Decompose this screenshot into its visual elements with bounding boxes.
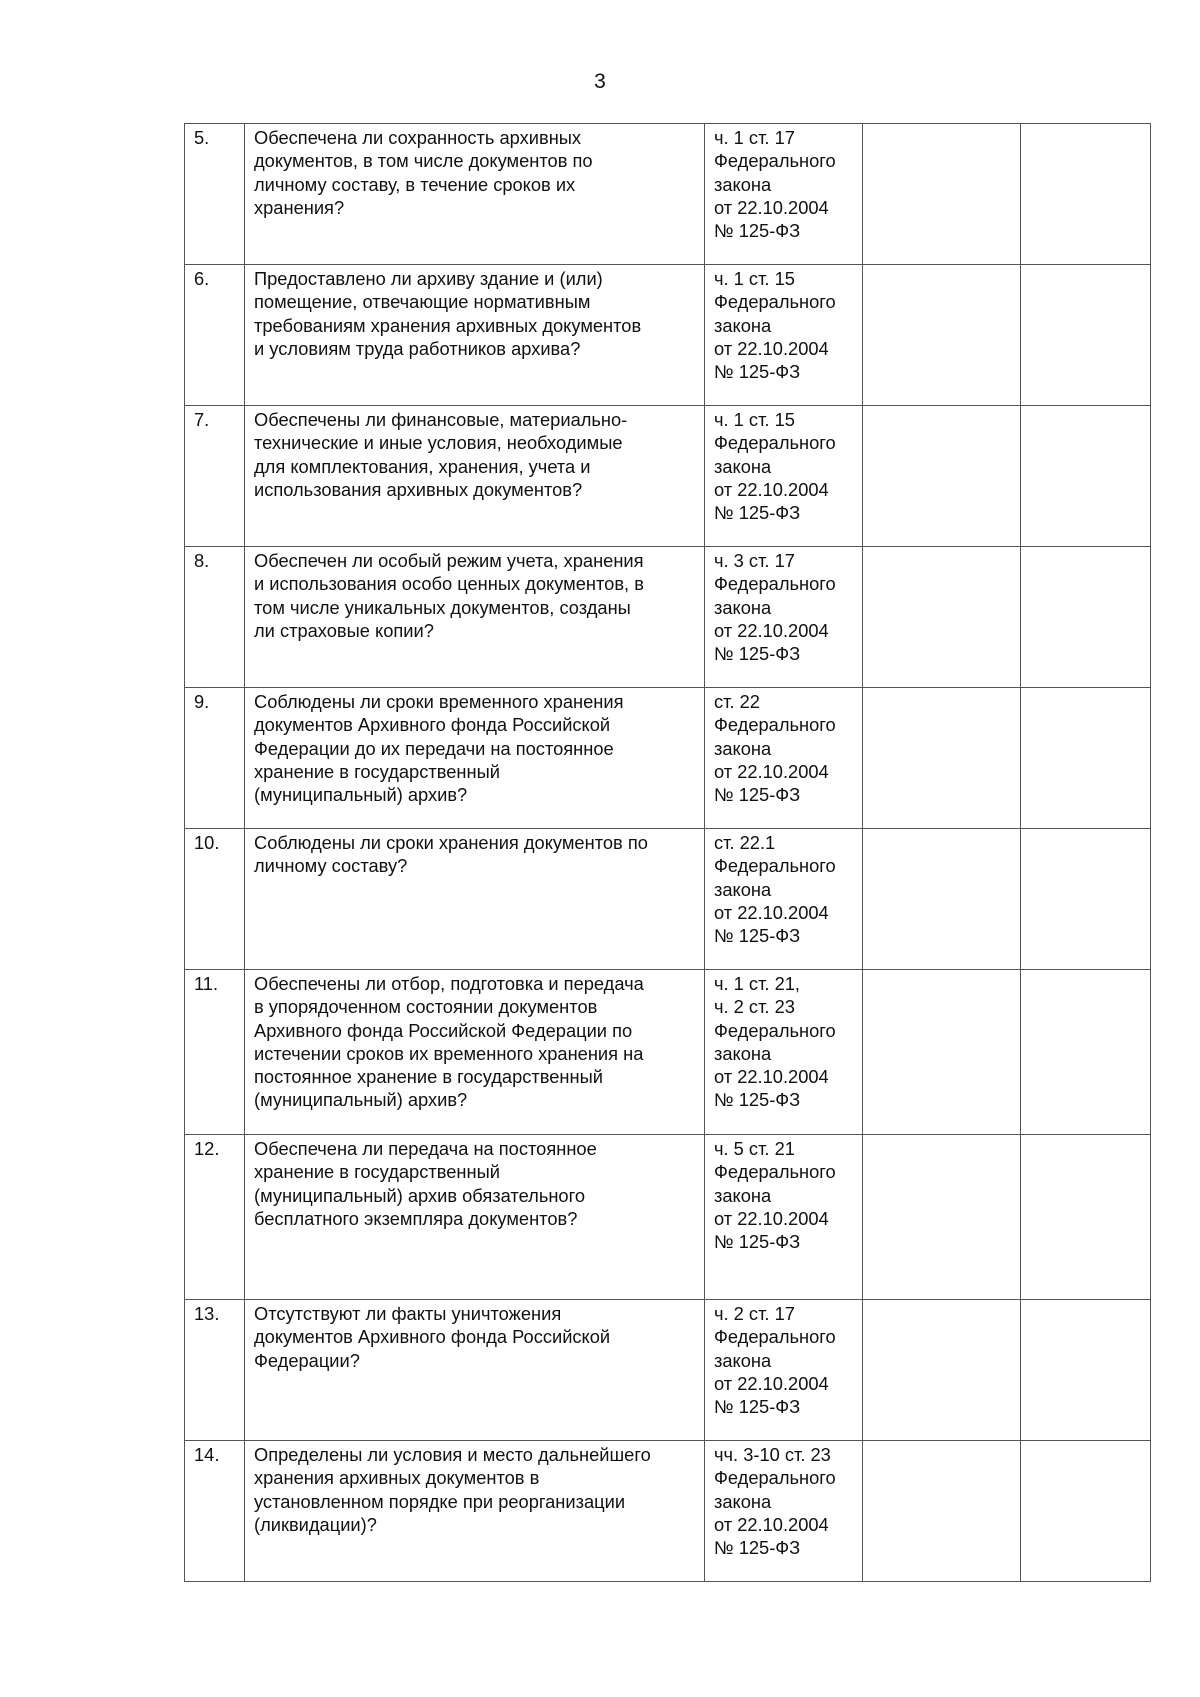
question-line: истечении сроков их временного хранения на [254, 1042, 644, 1064]
question-line: документов, в том числе документов по [254, 150, 593, 172]
legal-reference-line: от 22.10.2004 [714, 1207, 829, 1229]
legal-reference-line: Федерального [714, 291, 836, 313]
legal-reference-line: от 22.10.2004 [714, 1372, 829, 1394]
question-line: Обеспечен ли особый режим учета, хранения [254, 550, 644, 571]
legal-reference-line: ч. 1 ст. 15 [714, 268, 795, 289]
question-line: Обеспечены ли отбор, подготовка и передача [254, 973, 644, 994]
question-cell [245, 265, 705, 406]
legal-reference-line: от 22.10.2004 [714, 1513, 829, 1535]
question-line: и использования особо ценных документов, в [254, 573, 644, 595]
legal-reference-line: от 22.10.2004 [714, 337, 829, 359]
legal-reference-line: № 125-ФЗ [714, 220, 801, 242]
legal-reference-cell [705, 829, 863, 970]
note-cell [1021, 1300, 1151, 1441]
legal-reference-line: № 125-ФЗ [714, 1396, 801, 1418]
legal-reference-cell [705, 406, 863, 547]
question-line: хранения? [254, 196, 345, 218]
question-line: Обеспечена ли сохранность архивных [254, 127, 582, 148]
legal-reference-line: № 125-ФЗ [714, 1231, 801, 1253]
legal-reference-line: Федерального [714, 855, 836, 877]
question-line: документов Архивного фонда Российской [254, 714, 611, 736]
question-cell [245, 406, 705, 547]
legal-reference-line: № 125-ФЗ [714, 1537, 801, 1559]
legal-reference-line: от 22.10.2004 [714, 619, 829, 641]
legal-reference-line: Федерального [714, 714, 836, 736]
question-line: Отсутствуют ли факты уничтожения [254, 1303, 562, 1324]
question-line: Обеспечена ли передача на постоянное [254, 1138, 597, 1159]
question-line: для комплектования, хранения, учета и [254, 455, 591, 477]
answer-cell [863, 829, 1021, 970]
legal-reference-line: чч. 3-10 ст. 23 [714, 1444, 831, 1465]
legal-reference-line: ч. 5 ст. 21 [714, 1138, 795, 1159]
legal-reference-line: № 125-ФЗ [714, 643, 801, 665]
row-number: 9. [185, 688, 245, 829]
row-number: 13. [185, 1300, 245, 1441]
legal-reference-line: Федерального [714, 573, 836, 595]
note-cell [1021, 1135, 1151, 1300]
legal-reference-line: Федерального [714, 1467, 836, 1489]
legal-reference-line: № 125-ФЗ [714, 1089, 801, 1111]
question-cell [245, 1300, 705, 1441]
row-number: 7. [185, 406, 245, 547]
question-line: использования архивных документов? [254, 478, 583, 500]
note-cell [1021, 970, 1151, 1135]
answer-cell [863, 406, 1021, 547]
legal-reference-line: закона [714, 596, 772, 618]
table-row [185, 265, 1151, 406]
legal-reference-line: Федерального [714, 1161, 836, 1183]
answer-cell [863, 1441, 1021, 1582]
legal-reference-line: от 22.10.2004 [714, 760, 829, 782]
table-row [185, 406, 1151, 547]
legal-reference-line: ч. 3 ст. 17 [714, 550, 795, 571]
legal-reference-line: ч. 2 ст. 23 [714, 996, 795, 1018]
answer-cell [863, 265, 1021, 406]
question-line: в упорядоченном состоянии документов [254, 996, 598, 1018]
question-line: и условиям труда работников архива? [254, 337, 581, 359]
legal-reference-line: закона [714, 1042, 772, 1064]
legal-reference-line: закона [714, 173, 772, 195]
question-line: бесплатного экземпляра документов? [254, 1207, 578, 1229]
question-line: Федерации до их передачи на постоянное [254, 737, 614, 759]
legal-reference-line: ст. 22.1 [714, 832, 776, 853]
answer-cell [863, 970, 1021, 1135]
legal-reference-line: ст. 22 [714, 691, 760, 712]
question-line: (муниципальный) архив? [254, 1089, 468, 1111]
legal-reference-line: закона [714, 1490, 772, 1512]
question-line: технические и иные условия, необходимые [254, 432, 623, 454]
question-cell [245, 124, 705, 265]
page-number: 3 [594, 70, 606, 93]
row-number: 8. [185, 547, 245, 688]
legal-reference-line: Федерального [714, 432, 836, 454]
legal-reference-line: Федерального [714, 150, 836, 172]
legal-reference-line: закона [714, 455, 772, 477]
note-cell [1021, 829, 1151, 970]
legal-reference-line: № 125-ФЗ [714, 784, 801, 806]
question-line: Соблюдены ли сроки временного хранения [254, 691, 624, 712]
legal-reference-cell [705, 1441, 863, 1582]
question-line: ли страховые копии? [254, 619, 434, 641]
question-line: Обеспечены ли финансовые, материально- [254, 409, 628, 430]
note-cell [1021, 265, 1151, 406]
legal-reference-line: от 22.10.2004 [714, 901, 829, 923]
question-line: (ликвидации)? [254, 1513, 377, 1535]
question-line: хранение в государственный [254, 1161, 500, 1183]
row-number: 14. [185, 1441, 245, 1582]
table-row [185, 124, 1151, 265]
question-line: помещение, отвечающие нормативным [254, 291, 591, 313]
table-row [185, 688, 1151, 829]
legal-reference-line: ч. 1 ст. 21, [714, 973, 800, 994]
question-line: документов Архивного фонда Российской [254, 1326, 611, 1348]
question-cell [245, 829, 705, 970]
row-number: 5. [185, 124, 245, 265]
answer-cell [863, 124, 1021, 265]
question-line: постоянное хранение в государственный [254, 1066, 603, 1088]
question-line: личному составу? [254, 855, 408, 877]
legal-reference-cell [705, 1300, 863, 1441]
table-row [185, 970, 1151, 1135]
legal-reference-line: № 125-ФЗ [714, 502, 801, 524]
legal-reference-line: закона [714, 1349, 772, 1371]
legal-reference-line: ч. 2 ст. 17 [714, 1303, 795, 1324]
question-cell [245, 1441, 705, 1582]
note-cell [1021, 688, 1151, 829]
question-line: Предоставлено ли архиву здание и (или) [254, 268, 603, 289]
question-cell [245, 688, 705, 829]
question-line: Соблюдены ли сроки хранения документов по [254, 832, 648, 853]
row-number: 12. [185, 1135, 245, 1300]
legal-reference-line: № 125-ФЗ [714, 925, 801, 947]
note-cell [1021, 1441, 1151, 1582]
question-line: хранение в государственный [254, 760, 500, 782]
legal-reference-cell [705, 124, 863, 265]
legal-reference-line: от 22.10.2004 [714, 1066, 829, 1088]
legal-reference-line: от 22.10.2004 [714, 196, 829, 218]
table-row [185, 1300, 1151, 1441]
answer-cell [863, 1300, 1021, 1441]
question-cell [245, 970, 705, 1135]
question-line: том числе уникальных документов, созданы [254, 596, 631, 618]
answer-cell [863, 547, 1021, 688]
question-line: установленном порядке при реорганизации [254, 1490, 626, 1512]
legal-reference-cell [705, 688, 863, 829]
legal-reference-line: от 22.10.2004 [714, 478, 829, 500]
question-line: личному составу, в течение сроков их [254, 173, 576, 195]
question-line: требованиям хранения архивных документов [254, 314, 642, 336]
answer-cell [863, 1135, 1021, 1300]
question-line: (муниципальный) архив обязательного [254, 1184, 586, 1206]
legal-reference-line: Федерального [714, 1019, 836, 1041]
answer-cell [863, 688, 1021, 829]
legal-reference-cell [705, 970, 863, 1135]
checklist-table-body [185, 124, 1151, 1582]
question-line: Определены ли условия и место дальнейшего [254, 1444, 651, 1465]
legal-reference-line: закона [714, 1184, 772, 1206]
row-number: 10. [185, 829, 245, 970]
note-cell [1021, 547, 1151, 688]
checklist-table [184, 123, 1151, 1582]
note-cell [1021, 124, 1151, 265]
legal-reference-cell [705, 1135, 863, 1300]
legal-reference-line: закона [714, 314, 772, 336]
legal-reference-line: ч. 1 ст. 17 [714, 127, 795, 148]
legal-reference-line: № 125-ФЗ [714, 361, 801, 383]
question-cell [245, 547, 705, 688]
question-line: хранения архивных документов в [254, 1467, 540, 1489]
table-row [185, 547, 1151, 688]
table-row [185, 1441, 1151, 1582]
legal-reference-line: ч. 1 ст. 15 [714, 409, 795, 430]
row-number: 11. [185, 970, 245, 1135]
question-line: Федерации? [254, 1349, 360, 1371]
note-cell [1021, 406, 1151, 547]
legal-reference-line: закона [714, 737, 772, 759]
row-number: 6. [185, 265, 245, 406]
question-line: (муниципальный) архив? [254, 784, 468, 806]
legal-reference-line: Федерального [714, 1326, 836, 1348]
table-row [185, 829, 1151, 970]
legal-reference-cell [705, 265, 863, 406]
question-cell [245, 1135, 705, 1300]
legal-reference-line: закона [714, 878, 772, 900]
legal-reference-cell [705, 547, 863, 688]
question-line: Архивного фонда Российской Федерации по [254, 1019, 633, 1041]
table-row [185, 1135, 1151, 1300]
